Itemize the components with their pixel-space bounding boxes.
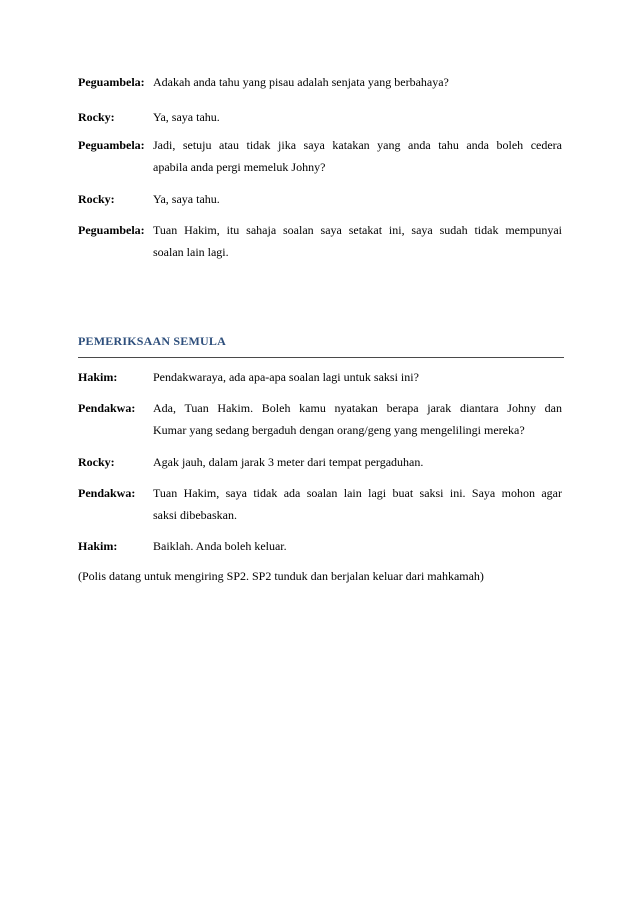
dialogue-text: Ya, saya tahu. [153,110,220,124]
dialogue-text: saksi dibebaskan. [153,508,237,522]
dialogue-line [78,397,562,419]
dialogue-entry [78,106,562,128]
dialogue-line [78,156,562,178]
dialogue-entry [78,535,562,557]
speaker-label: Pendakwa: [78,401,136,415]
dialogue-entry [78,71,562,93]
dialogue-entry [78,451,562,473]
dialogue-line [78,241,562,263]
dialogue-text: Pendakwaraya, ada apa-apa soalan lagi untuk saksi ini? [153,370,419,384]
dialogue-line [78,71,562,93]
dialogue-line [78,106,562,128]
dialogue-text: soalan lain lagi. [153,245,229,259]
dialogue-text: Ya, saya tahu. [153,192,220,206]
speaker-label: Hakim: [78,539,118,553]
dialogue-line [78,419,562,441]
stage-direction: (Polis datang untuk mengiring SP2. SP2 tunduk dan berjalan keluar dari mahkamah) [78,569,484,583]
dialogue-text: Kumar yang sedang bergaduh dengan orang/geng yang mengelilingi mereka? [153,423,525,437]
speaker-label: Pendakwa: [78,486,136,500]
speaker-label: Rocky: [78,455,115,469]
speaker-label: Peguambela: [78,138,145,152]
dialogue-text: Baiklah. Anda boleh keluar. [153,539,287,553]
speaker-label: Rocky: [78,110,115,124]
dialogue-line [78,219,562,241]
dialogue-text: Tuan Hakim, itu sahaja soalan saya setakat ini, saya sudah tidak mempunyai [153,223,562,237]
dialogue-text: Tuan Hakim, saya tidak ada soalan lain lagi buat saksi ini. Saya mohon agar [153,486,562,500]
speaker-label: Hakim: [78,370,118,384]
dialogue-text: Agak jauh, dalam jarak 3 meter dari tempat pergaduhan. [153,455,424,469]
dialogue-line [78,504,562,526]
dialogue-entry [78,134,562,178]
section-divider [78,357,564,358]
dialogue-line [78,482,562,504]
dialogue-entry [78,482,562,526]
dialogue-text: Ada, Tuan Hakim. Boleh kamu nyatakan berapa jarak diantara Johny dan [153,401,562,415]
section-heading: PEMERIKSAAN SEMULA [78,334,226,348]
dialogue-text: Adakah anda tahu yang pisau adalah senjata yang berbahaya? [153,75,449,89]
dialogue-line [78,134,562,156]
dialogue-text: Jadi, setuju atau tidak jika saya katakan yang anda tahu anda boleh cedera [153,138,562,152]
dialogue-entry [78,397,562,441]
speaker-label: Peguambela: [78,75,145,89]
dialogue-entry [78,219,562,263]
speaker-label: Peguambela: [78,223,145,237]
dialogue-line [78,366,562,388]
speaker-label: Rocky: [78,192,115,206]
dialogue-entry [78,188,562,210]
dialogue-text: apabila anda pergi memeluk Johny? [153,160,326,174]
dialogue-line [78,451,562,473]
dialogue-line [78,535,562,557]
dialogue-entry [78,366,562,388]
dialogue-line [78,188,562,210]
